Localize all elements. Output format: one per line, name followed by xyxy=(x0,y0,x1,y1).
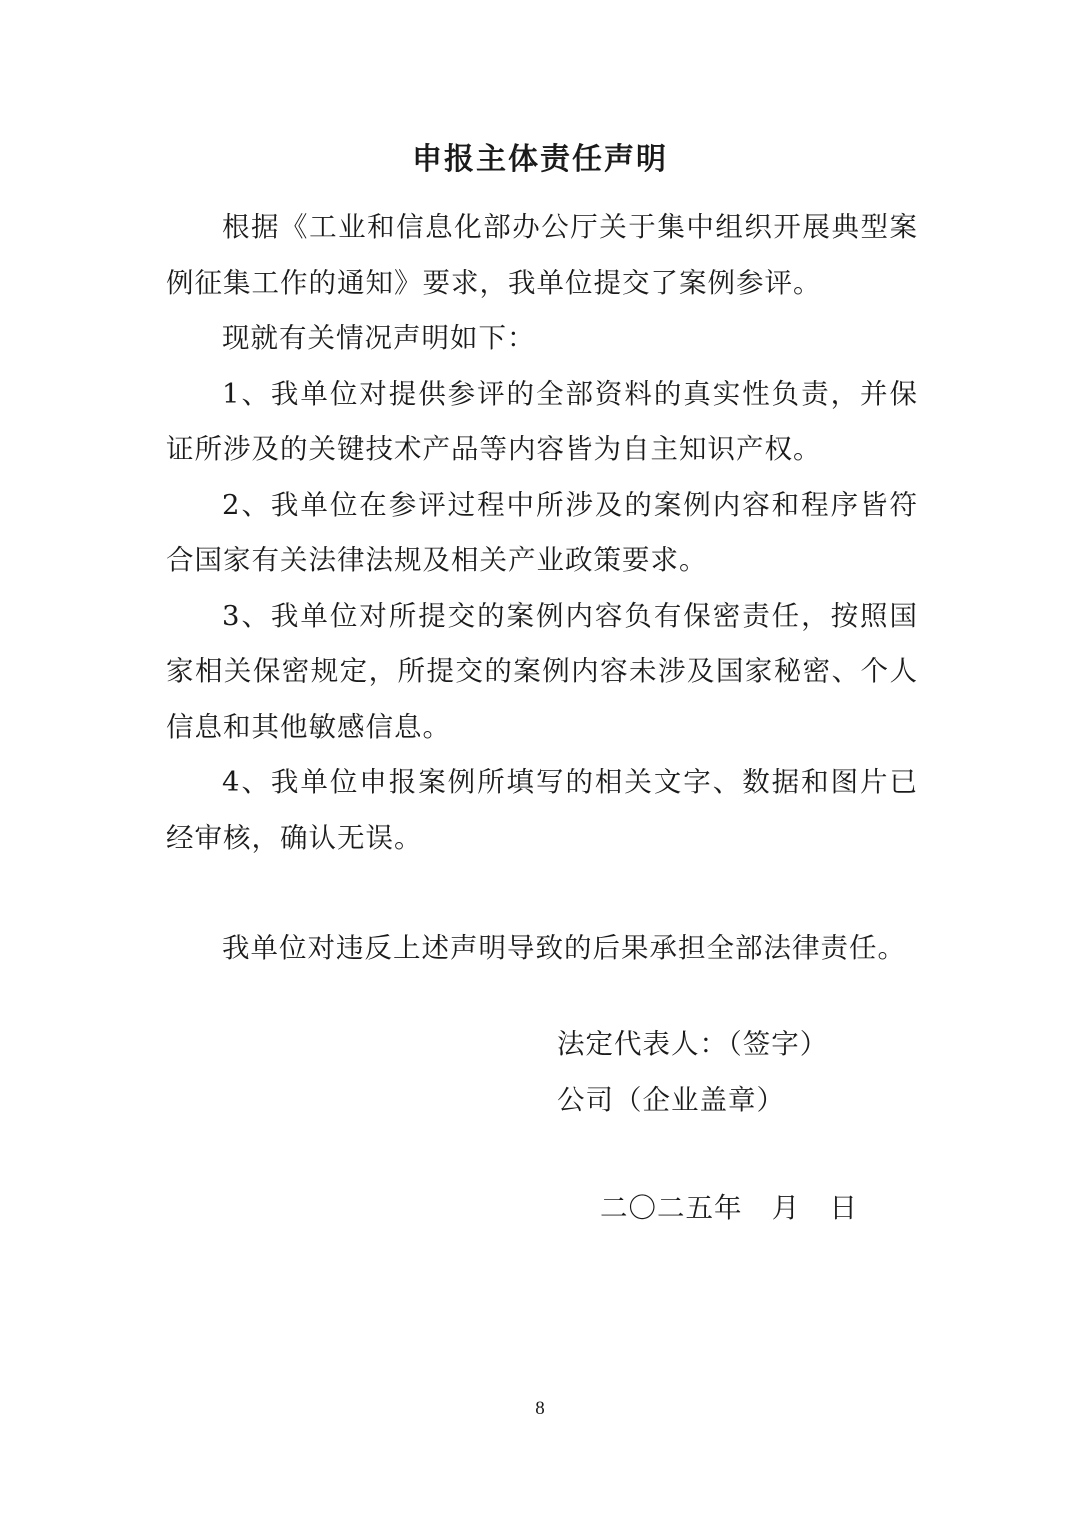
paragraph-item-1: 1、我单位对提供参评的全部资料的真实性负责，并保证所涉及的关键技术产品等内容皆为自主知识产权。 xyxy=(166,377,918,465)
page-number: 8 xyxy=(535,1398,545,1419)
paragraph-item-4: 4、我单位申报案例所填写的相关文字、数据和图片已经审核，确认无误。 xyxy=(166,766,918,854)
signature-representative: 法定代表人：（签字） xyxy=(557,1028,829,1060)
document-title: 申报主体责任声明 xyxy=(412,142,668,177)
paragraph-spacer xyxy=(166,866,918,921)
document-body xyxy=(166,200,918,977)
document-date: 二〇二五年 月 日 xyxy=(600,1192,858,1224)
signature-company-seal: 公司（企业盖章） xyxy=(557,1084,785,1116)
paragraph-intro: 根据《工业和信息化部办公厅关于集中组织开展典型案例征集工作的通知》要求，我单位提交了案例参评。 xyxy=(166,211,918,299)
paragraph-item-2: 2、我单位在参评过程中所涉及的案例内容和程序皆符合国家有关法律法规及相关产业政策要求。 xyxy=(166,488,918,576)
paragraph-closing: 我单位对违反上述声明导致的后果承担全部法律责任。 xyxy=(222,932,906,964)
paragraph-statement-lead: 现就有关情况声明如下： xyxy=(222,322,536,354)
paragraph-item-3: 3、我单位对所提交的案例内容负有保密责任，按照国家相关保密规定，所提交的案例内容未涉及国家秘密、个人信息和其他敏感信息。 xyxy=(166,599,918,743)
